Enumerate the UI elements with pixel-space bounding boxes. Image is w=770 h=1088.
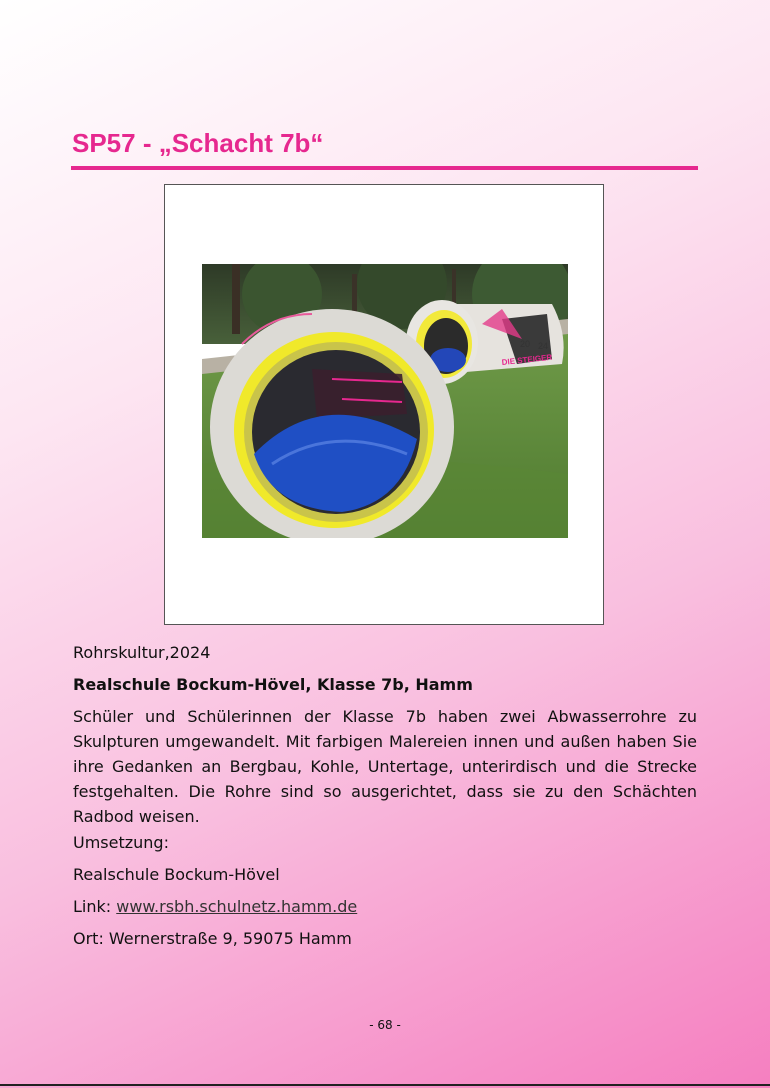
link-line: [73, 894, 357, 919]
location-line: Ort: Wernerstraße 9, 59075 Hamm: [73, 929, 352, 948]
link-label: Link:: [73, 897, 117, 916]
photo-tag: DIE STEIGER: [501, 352, 553, 367]
artwork-medium: Rohrskultur,2024: [73, 643, 211, 662]
bottom-border: [0, 1084, 770, 1086]
implementation-value: Realschule Bockum-Hövel: [73, 865, 280, 884]
artwork-author: Realschule Bockum-Hövel, Klasse 7b, Hamm: [73, 675, 473, 694]
page-number: - 68 -: [369, 1018, 401, 1032]
photo-frame: [164, 184, 604, 625]
page-title: SP57 - „Schacht 7b“: [72, 128, 324, 158]
website-link[interactable]: www.rsbh.schulnetz.hamm.de: [116, 897, 358, 916]
implementation-label: Umsetzung:: [73, 833, 169, 852]
photo-year-top: 20: [520, 339, 531, 349]
sculpture-photo: [202, 264, 568, 538]
artwork-description: Schüler und Schülerinnen der Klasse 7b haben zwei Abwasserrohre zu Skulpturen umgewandelt. Mit farbigen Malereien innen und außen haben Sie ihre Gedanken an Bergbau, Kohle, Untertage, unterirdisch und die Strecke festgehalten. Die Rohre sind so ausgerichtet, dass sie zu den Schächten Radbod weisen.: [73, 707, 697, 826]
photo-year-bottom: 24: [538, 341, 549, 351]
title-underline: [71, 166, 698, 170]
